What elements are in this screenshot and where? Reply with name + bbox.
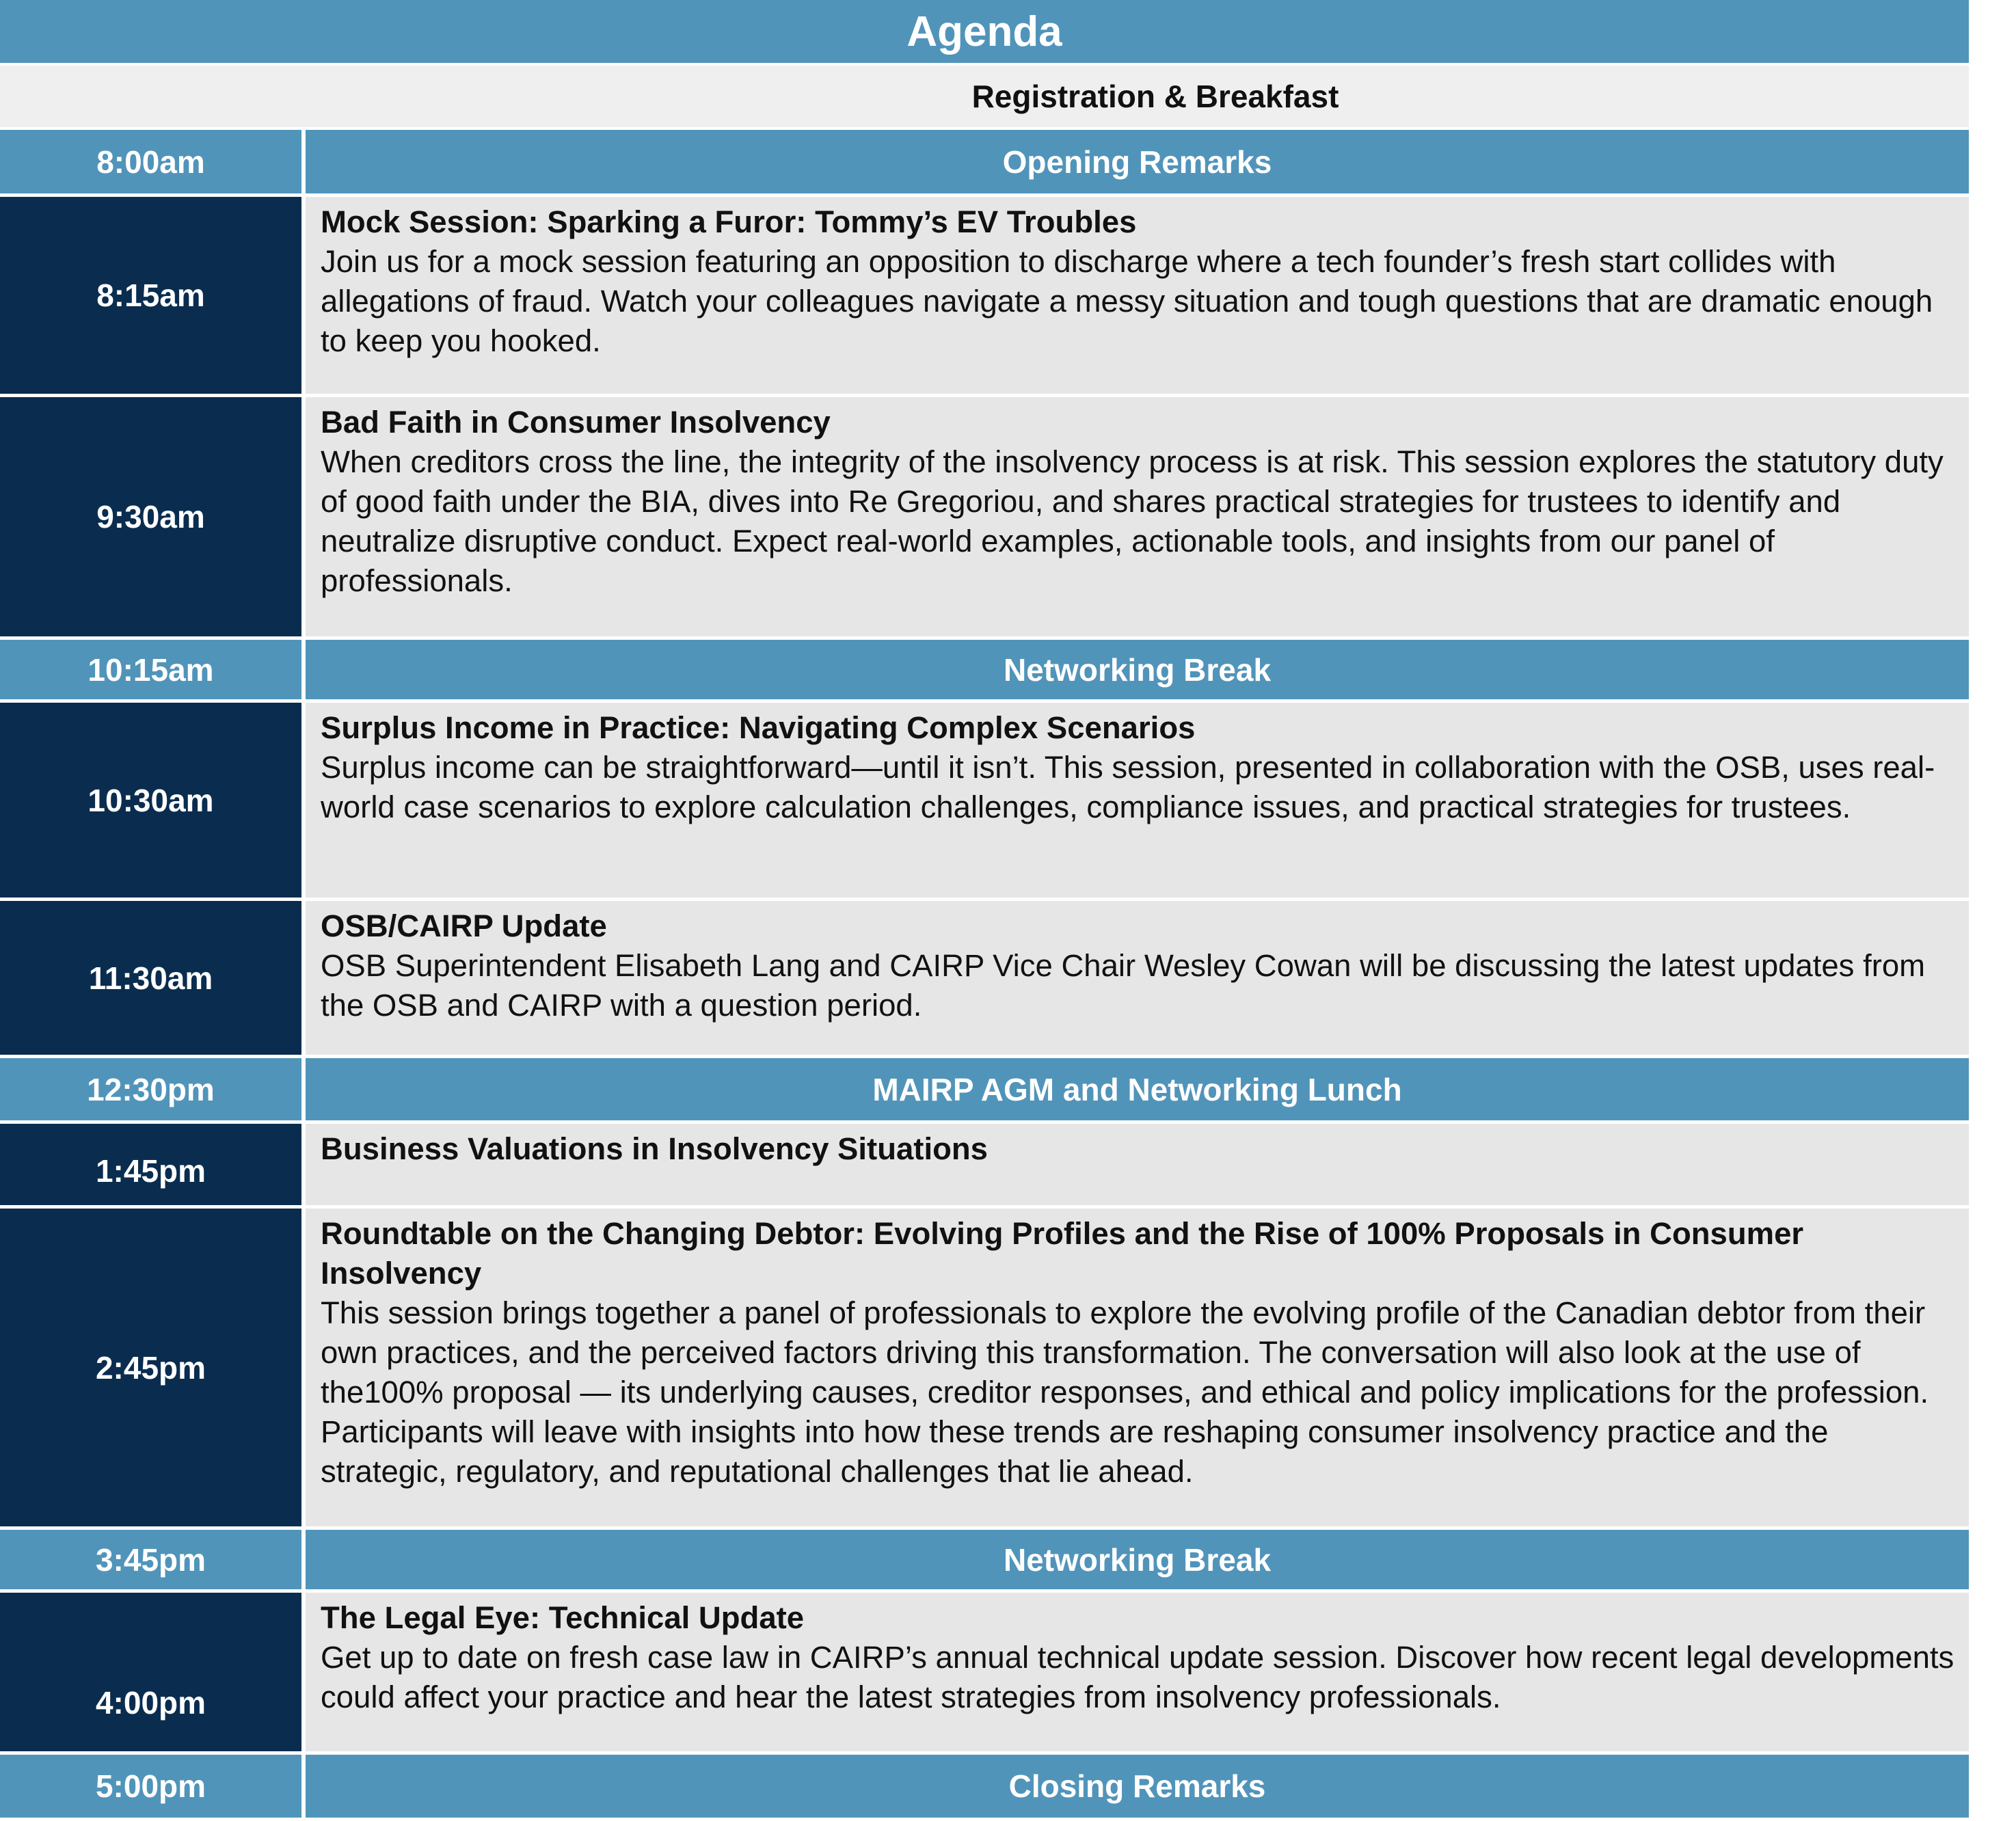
time-cell: 4:00pm — [0, 1593, 306, 1755]
agenda-row-session — [0, 1209, 1969, 1530]
session-title: Business Valuations in Insolvency Situations — [321, 1131, 988, 1166]
session-title: Bad Faith in Consumer Insolvency — [321, 405, 831, 440]
time-cell: 11:30am — [0, 901, 306, 1058]
session-cell — [306, 703, 1969, 901]
session-description: Join us for a mock session featuring an opposition to discharge where a tech founder’s fresh start collides with allegations of fraud. Watch your colleagues navigate a messy situation and tough questions that are dramatic enough to keep you hooked. — [321, 244, 1933, 358]
session-title: Mock Session: Sparking a Furor: Tommy’s EV Troubles — [321, 204, 1137, 239]
session-cell — [306, 397, 1969, 640]
agenda-row-session — [0, 901, 1969, 1058]
band-label: Networking Break — [306, 640, 1969, 703]
agenda-row-session — [0, 1593, 1969, 1755]
session-description: When creditors cross the line, the integrity of the insolvency process is at risk. This session explores the statutory duty of good faith under the BIA, dives into Re Gregoriou, and shares practical strategies for trustees to identify and neutralize disruptive conduct. Expect real-world examples, actionable tools, and insights from our panel of professionals. — [321, 444, 1944, 598]
agenda-title: Agenda — [0, 0, 1969, 66]
session-title: The Legal Eye: Technical Update — [321, 1600, 805, 1635]
band-label: Closing Remarks — [306, 1755, 1969, 1821]
time-cell: 2:45pm — [0, 1209, 306, 1530]
session-cell — [306, 901, 1969, 1058]
agenda-row-session — [0, 197, 1969, 397]
session-description: OSB Superintendent Elisabeth Lang and CAIRP Vice Chair Wesley Cowan will be discussing the latest updates from the OSB and CAIRP with a question period. — [321, 948, 1926, 1023]
band-label: Networking Break — [306, 1530, 1969, 1593]
agenda-row-band — [0, 1755, 1969, 1821]
session-cell — [306, 197, 1969, 397]
session-cell — [306, 1124, 1969, 1209]
session-cell — [306, 1209, 1969, 1530]
agenda-row-session — [0, 397, 1969, 640]
agenda-row-band — [0, 1058, 1969, 1124]
session-description: This session brings together a panel of professionals to explore the evolving profile of the Canadian debtor from their own practices, and the perceived factors driving this transformation. The conversation will also look at the use of the100% proposal — its underlying causes, creditor responses, and ethical and policy implications for the profession. Participants will leave with insights into how these trends are reshaping consumer insolvency practice and the strategic, regulatory, and reputational challenges that lie ahead. — [321, 1295, 1929, 1489]
agenda-row-session — [0, 703, 1969, 901]
time-cell: 5:00pm — [0, 1755, 306, 1821]
band-label: MAIRP AGM and Networking Lunch — [306, 1058, 1969, 1124]
session-title: Roundtable on the Changing Debtor: Evolving Profiles and the Rise of 100% Proposals in Consumer Insolvency — [321, 1216, 1804, 1291]
time-cell: 10:15am — [0, 640, 306, 703]
agenda-row-band — [0, 1530, 1969, 1593]
time-cell: 8:15am — [0, 197, 306, 397]
time-cell: 10:30am — [0, 703, 306, 901]
time-cell: 3:45pm — [0, 1530, 306, 1593]
session-description: Surplus income can be straightforward—until it isn’t. This session, presented in collaboration with the OSB, uses real-world case scenarios to explore calculation challenges, compliance issues, and practical strategies for trustees. — [321, 750, 1935, 824]
session-description: Get up to date on fresh case law in CAIRP’s annual technical update session. Discover how recent legal developments could affect your practice and hear the latest strategies from insolvency professionals. — [321, 1640, 1954, 1714]
agenda-row-session — [0, 1124, 1969, 1209]
session-title: OSB/CAIRP Update — [321, 908, 607, 943]
agenda-row-band — [0, 130, 1969, 197]
agenda-row-band — [0, 640, 1969, 703]
time-cell: 9:30am — [0, 397, 306, 640]
time-cell: 8:00am — [0, 130, 306, 197]
session-title: Surplus Income in Practice: Navigating Complex Scenarios — [321, 710, 1196, 745]
time-cell: 1:45pm — [0, 1124, 306, 1209]
session-cell — [306, 1593, 1969, 1755]
time-cell: 12:30pm — [0, 1058, 306, 1124]
band-label: Opening Remarks — [306, 130, 1969, 197]
registration-row: Registration & Breakfast — [0, 66, 1969, 130]
